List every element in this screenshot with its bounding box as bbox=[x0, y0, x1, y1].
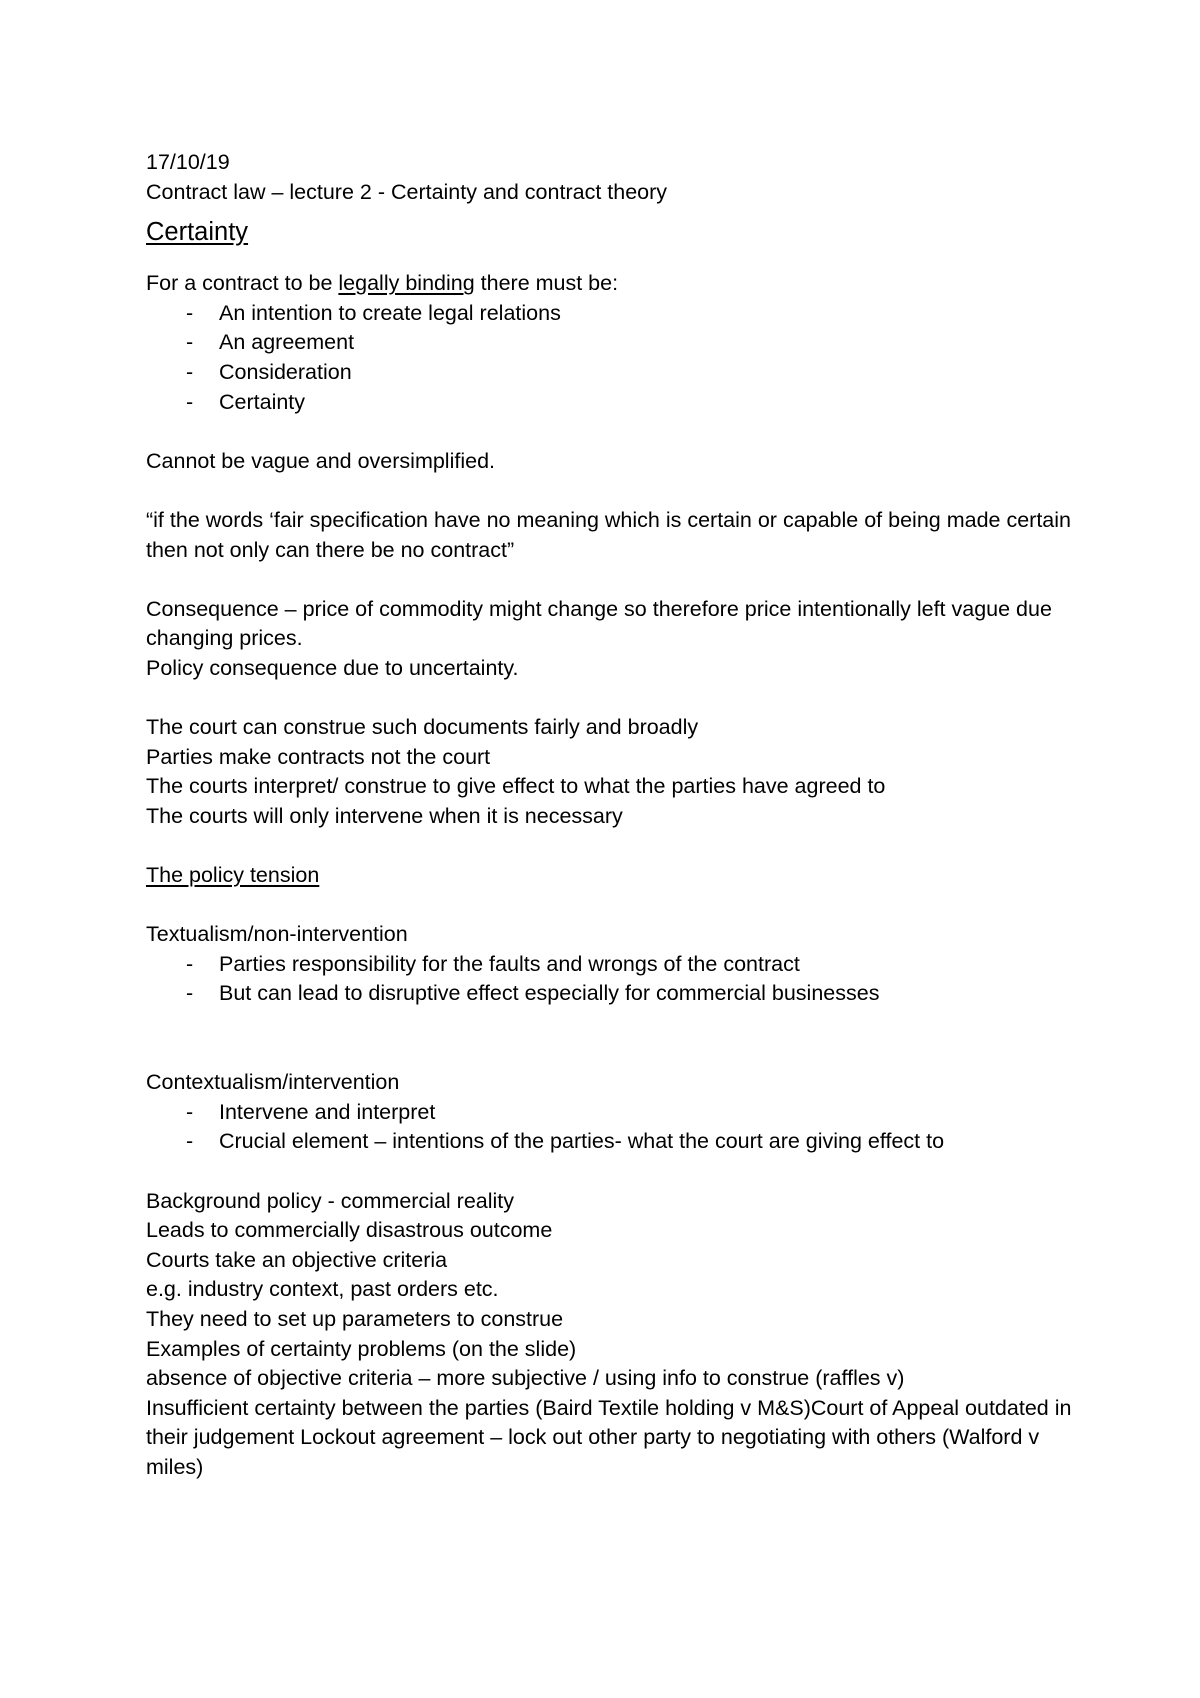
dash-bullet: - bbox=[186, 389, 194, 414]
list-item bbox=[146, 979, 1076, 1009]
lecture-title: Contract law – lecture 2 - Certainty and contract theory bbox=[146, 179, 668, 204]
list-item-text: Parties responsibility for the faults and wrongs of the contract bbox=[219, 951, 800, 976]
background-line: Examples of certainty problems (on the slide) bbox=[146, 1336, 577, 1361]
background-line: They need to set up parameters to construe bbox=[146, 1306, 564, 1331]
dash-bullet: - bbox=[186, 981, 194, 1006]
list-item bbox=[146, 950, 1076, 980]
court-line: Parties make contracts not the court bbox=[146, 744, 491, 769]
list-item-text: An intention to create legal relations bbox=[219, 300, 561, 325]
intro-underlined-term: legally binding bbox=[338, 271, 475, 296]
vague-note: Cannot be vague and oversimplified. bbox=[146, 448, 495, 473]
list-item bbox=[146, 328, 1076, 358]
list-item-text: An agreement bbox=[219, 330, 355, 355]
case-quote: “if the words ‘fair specification have no meaning which is certain or capable of being made certain then not only can there be no contract” bbox=[146, 507, 1071, 562]
lecture-date: 17/10/19 bbox=[146, 150, 230, 174]
requirements-list bbox=[146, 299, 1076, 417]
background-line: e.g. industry context, past orders etc. bbox=[146, 1277, 499, 1302]
consequence-note: Consequence – price of commodity might change so therefore price intentionally left vague due changing prices. bbox=[146, 596, 1052, 651]
dash-bullet: - bbox=[186, 1099, 194, 1124]
list-item bbox=[146, 358, 1076, 388]
background-line: Courts take an objective criteria bbox=[146, 1247, 448, 1272]
court-line: The courts interpret/ construe to give effect to what the parties have agreed to bbox=[146, 774, 886, 799]
background-line: Background policy - commercial reality bbox=[146, 1188, 515, 1213]
list-item-text: Intervene and interpret bbox=[219, 1099, 436, 1124]
section-heading-policy-tension: The policy tension bbox=[146, 863, 320, 888]
list-item bbox=[146, 388, 1076, 418]
dash-bullet: - bbox=[186, 951, 194, 976]
intro-sentence bbox=[146, 269, 1076, 299]
list-item bbox=[146, 1127, 1076, 1157]
textualism-label: Textualism/non-intervention bbox=[146, 922, 408, 947]
court-line: The courts will only intervene when it is necessary bbox=[146, 803, 623, 828]
dash-bullet: - bbox=[186, 359, 194, 384]
dash-bullet: - bbox=[186, 1129, 194, 1154]
contextualism-list bbox=[146, 1098, 1076, 1157]
list-item-text: Crucial element – intentions of the parties- what the court are giving effect to bbox=[219, 1129, 945, 1154]
final-paragraph: Insufficient certainty between the parties (Baird Textile holding v M&S)Court of Appeal outdated in their judgement Lockout agreement – lock out other party to negotiating with others (Walford v miles) bbox=[146, 1395, 1072, 1479]
contextualism-label: Contextualism/intervention bbox=[146, 1070, 400, 1095]
document-body bbox=[146, 148, 1076, 1483]
policy-consequence-note: Policy consequence due to uncertainty. bbox=[146, 655, 519, 680]
list-item bbox=[146, 1098, 1076, 1128]
intro-prefix: For a contract to be bbox=[146, 271, 339, 296]
background-line: absence of objective criteria – more subjective / using info to construe (raffles v) bbox=[146, 1366, 905, 1391]
list-item-text: But can lead to disruptive effect especially for commercial businesses bbox=[219, 981, 880, 1006]
background-line: Leads to commercially disastrous outcome bbox=[146, 1218, 553, 1243]
dash-bullet: - bbox=[186, 330, 194, 355]
textualism-list bbox=[146, 950, 1076, 1009]
list-item bbox=[146, 299, 1076, 329]
court-line: The court can construe such documents fairly and broadly bbox=[146, 715, 699, 740]
intro-suffix: there must be: bbox=[474, 271, 619, 296]
section-heading-certainty: Certainty bbox=[146, 218, 249, 247]
dash-bullet: - bbox=[186, 300, 194, 325]
list-item-text: Consideration bbox=[219, 359, 352, 384]
list-item-text: Certainty bbox=[219, 389, 306, 414]
